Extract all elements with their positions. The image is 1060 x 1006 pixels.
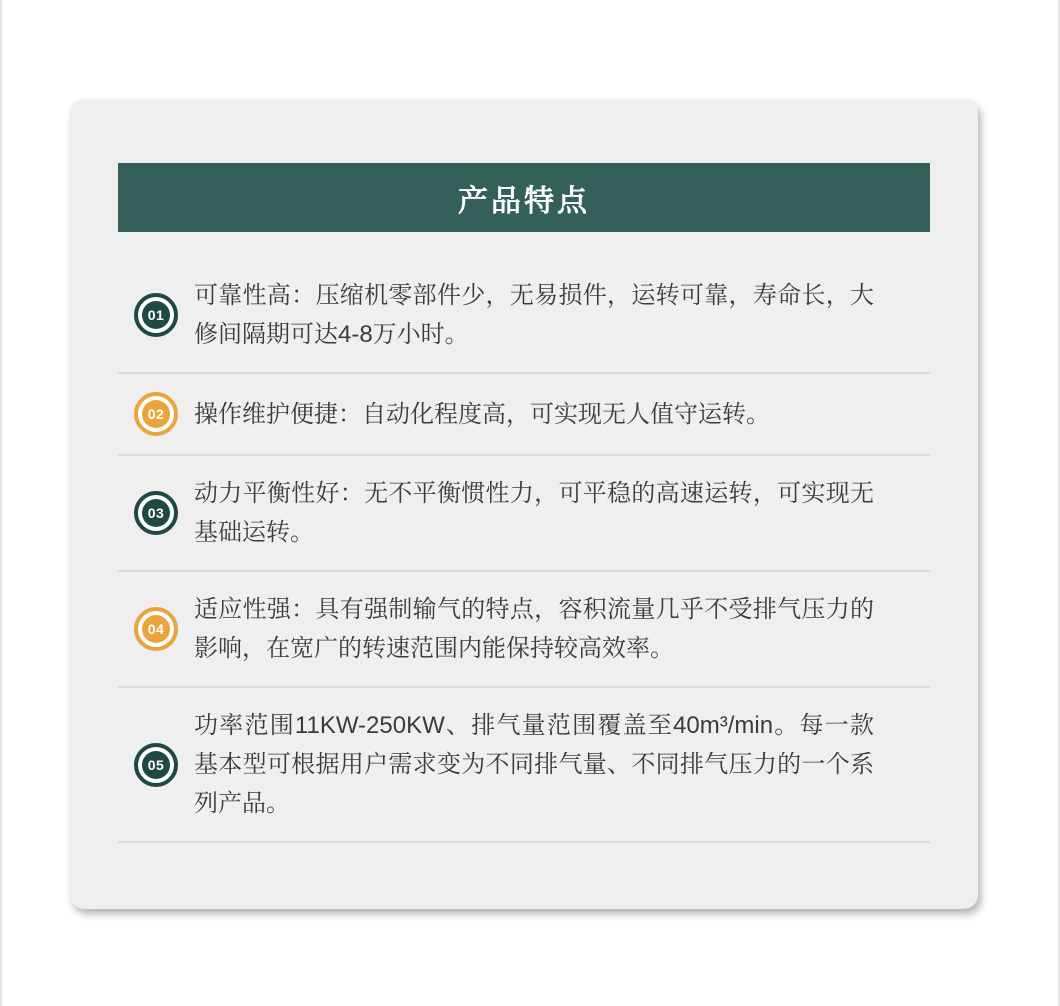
feature-item-05 [118,688,930,843]
badge-number: 02 [142,400,170,428]
page-title: 产品特点 [458,184,590,218]
feature-number-badge [134,743,178,787]
feature-item-02 [118,374,930,456]
badge-number: 01 [142,301,170,329]
badge-number: 04 [142,615,170,643]
feature-number-badge [134,607,178,651]
page-left-border [0,0,2,1006]
feature-text: 功率范围11KW-250KW、排气量范围覆盖至40m³/min。每一款基本型可根据用户需求变为不同排气量、不同排气压力的一个系列产品。 [194,712,874,817]
feature-text: 动力平衡性好：无不平衡惯性力，可平稳的高速运转，可实现无基础运转。 [194,480,874,546]
feature-text: 可靠性高：压缩机零部件少，无易损件，运转可靠，寿命长，大修间隔期可达4-8万小时。 [194,282,874,348]
feature-text: 适应性强：具有强制输气的特点，容积流量几乎不受排气压力的影响，在宽广的转速范围内能保持较高效率。 [194,596,874,662]
feature-list [118,232,930,843]
features-header [118,163,930,232]
feature-number-badge [134,293,178,337]
badge-number: 05 [142,751,170,779]
badge-number: 03 [142,499,170,527]
feature-number-badge [134,491,178,535]
feature-item-04 [118,572,930,688]
product-features-card [70,99,978,909]
feature-text: 操作维护便捷：自动化程度高，可实现无人值守运转。 [194,400,770,428]
feature-item-01 [118,232,930,374]
feature-number-badge [134,392,178,436]
feature-item-03 [118,456,930,572]
